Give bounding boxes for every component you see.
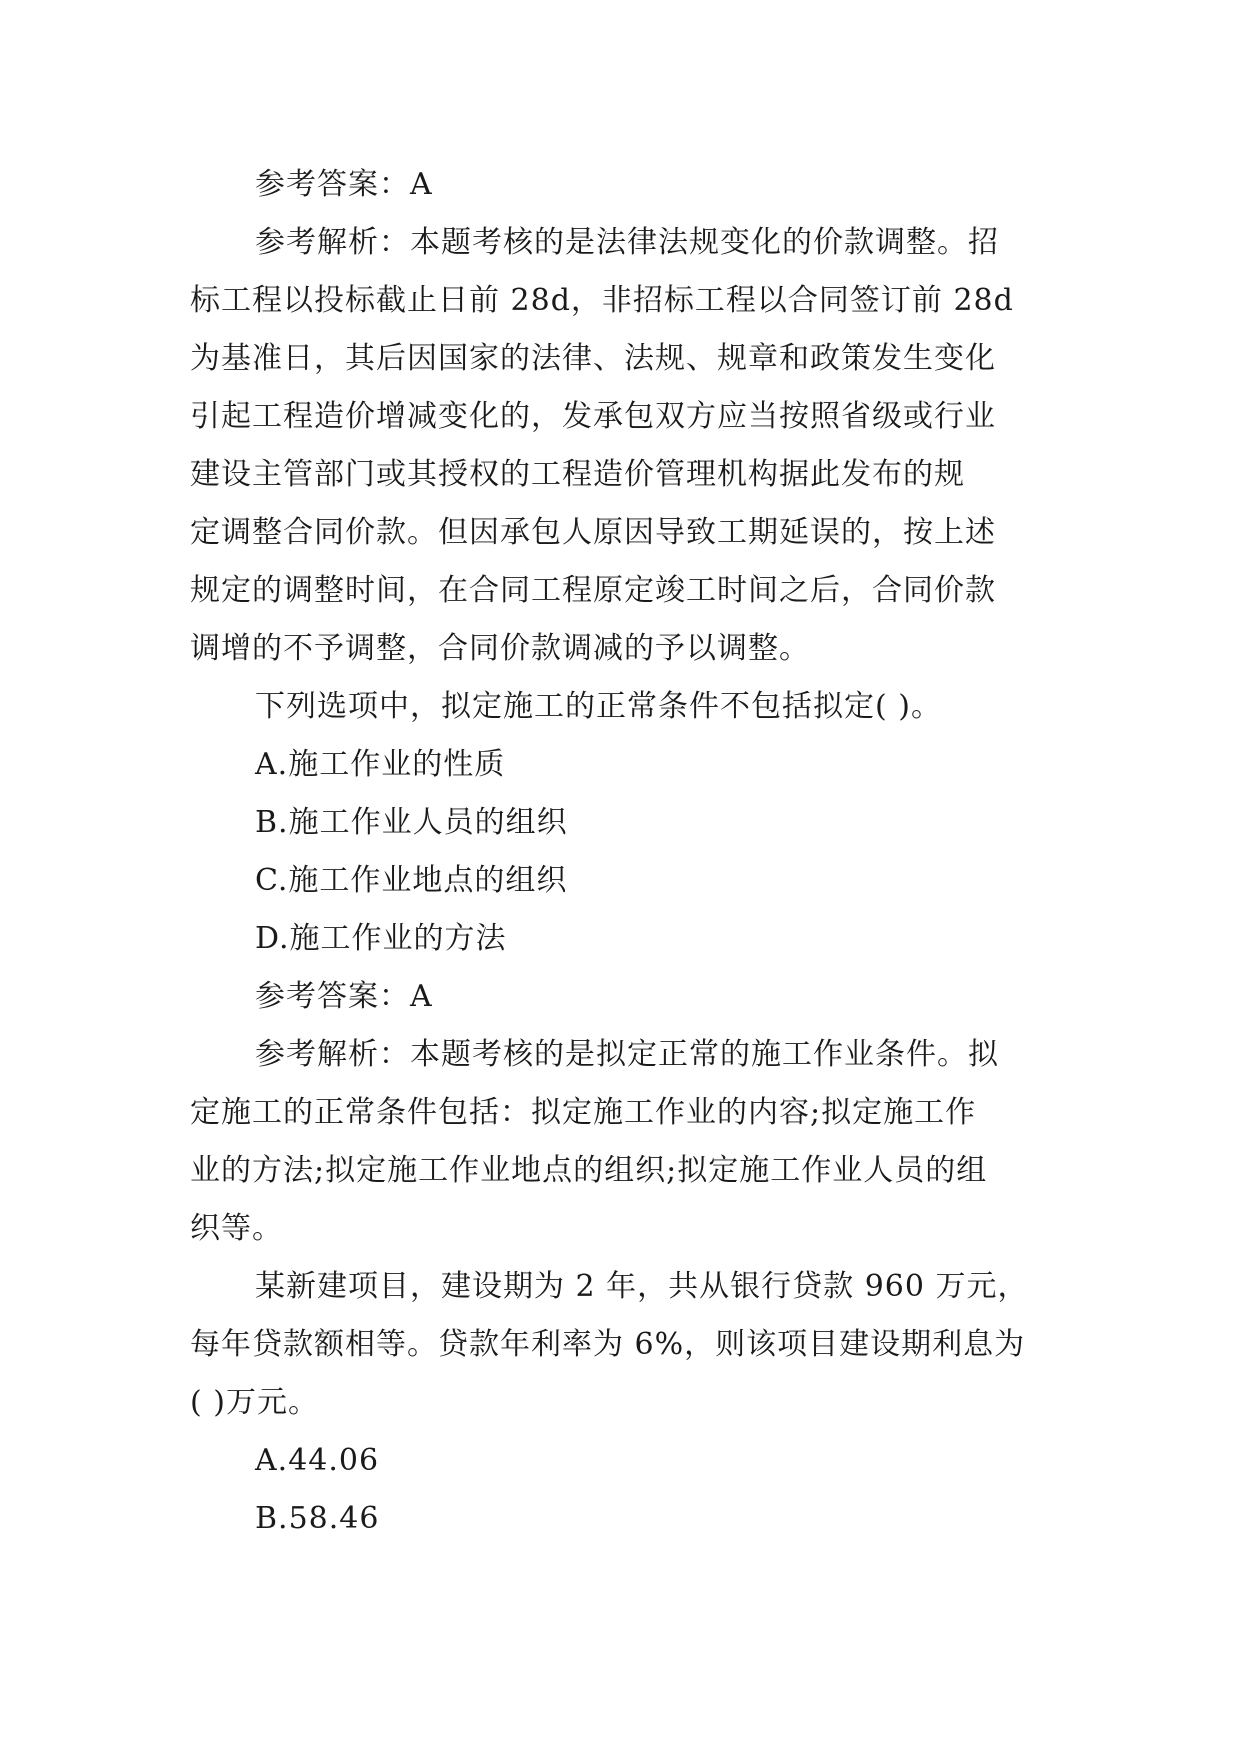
question-2-line-2: 每年贷款额相等。贷款年利率为 6%，则该项目建设期利息为 bbox=[190, 1327, 1026, 1362]
option-c-1: C.施工作业地点的组织 bbox=[255, 863, 568, 898]
question-2-line-1: 某新建项目，建设期为 2 年，共从银行贷款 960 万元， bbox=[255, 1269, 1029, 1304]
analysis-line-7: 规定的调整时间，在合同工程原定竣工时间之后，合同价款 bbox=[190, 573, 996, 608]
analysis-line-3: 为基准日，其后因国家的法律、法规、规章和政策发生变化 bbox=[190, 341, 996, 376]
analysis2-line-2: 定施工的正常条件包括：拟定施工作业的内容;拟定施工作 bbox=[190, 1095, 977, 1130]
analysis2-line-3: 业的方法;拟定施工作业地点的组织;拟定施工作业人员的组 bbox=[190, 1153, 988, 1188]
option-a-2: A.44.06 bbox=[255, 1443, 380, 1478]
option-b-2: B.58.46 bbox=[255, 1501, 380, 1536]
analysis-line-8: 调增的不予调整，合同价款调减的予以调整。 bbox=[190, 631, 810, 666]
analysis-line-5: 建设主管部门或其授权的工程造价管理机构据此发布的规 bbox=[190, 457, 965, 492]
answer-label-1: 参考答案：A bbox=[255, 167, 433, 202]
answer-label-2: 参考答案：A bbox=[255, 979, 433, 1014]
analysis-line-6: 定调整合同价款。但因承包人原因导致工期延误的，按上述 bbox=[190, 515, 996, 550]
analysis2-line-1: 参考解析：本题考核的是拟定正常的施工作业条件。拟 bbox=[255, 1037, 999, 1072]
option-d-1: D.施工作业的方法 bbox=[255, 921, 507, 956]
question-1: 下列选项中，拟定施工的正常条件不包括拟定( )。 bbox=[255, 689, 942, 724]
analysis-line-1: 参考解析：本题考核的是法律法规变化的价款调整。招 bbox=[255, 225, 999, 260]
option-a-1: A.施工作业的性质 bbox=[255, 747, 506, 782]
analysis-line-4: 引起工程造价增减变化的，发承包双方应当按照省级或行业 bbox=[190, 399, 996, 434]
analysis2-line-4: 织等。 bbox=[190, 1211, 283, 1246]
analysis-line-2: 标工程以投标截止日前 28d，非招标工程以合同签订前 28d bbox=[190, 283, 1014, 318]
option-b-1: B.施工作业人员的组织 bbox=[255, 805, 568, 840]
question-2-line-3: ( )万元。 bbox=[190, 1385, 319, 1420]
